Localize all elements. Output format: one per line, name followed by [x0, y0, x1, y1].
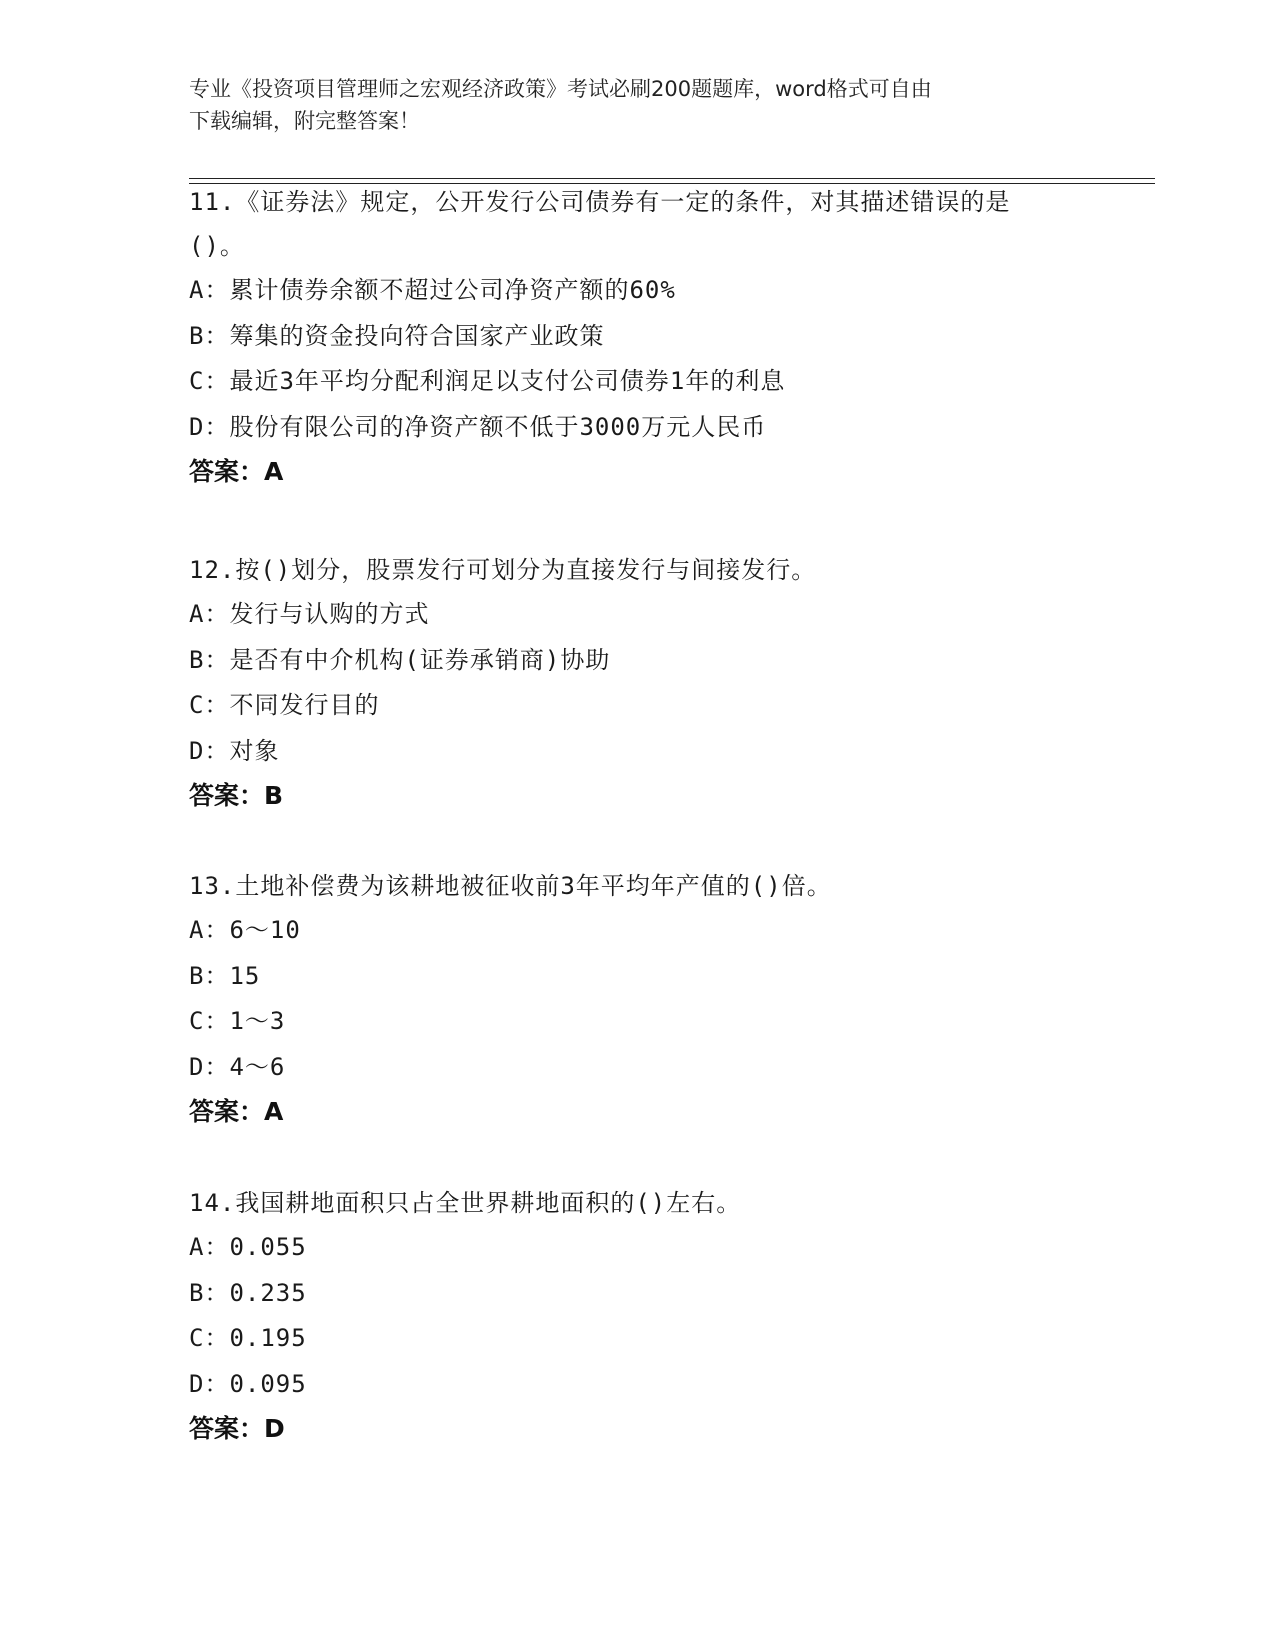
question-stem: 12.按()划分，股票发行可划分为直接发行与间接发行。 [189, 556, 817, 584]
option-a: A：发行与认购的方式 [189, 600, 430, 628]
option-d: D：股份有限公司的净资产额不低于3000万元人民币 [189, 412, 767, 441]
option-c: C：不同发行目的 [189, 691, 380, 719]
option-b: B：15 [189, 961, 261, 990]
answer-label: 答案：A [189, 1097, 284, 1126]
answer-label: 答案：D [189, 1414, 285, 1443]
option-a: A：6～10 [189, 916, 301, 944]
answer-label: 答案：A [189, 457, 284, 486]
question-14 [189, 1181, 1089, 1451]
option-c: C：1～3 [189, 1007, 286, 1035]
option-a: A：累计债券余额不超过公司净资产额的60% [189, 276, 676, 304]
question-12 [189, 548, 1089, 818]
header-line-1: 专业《投资项目管理师之宏观经济政策》考试必刷200题题库，word格式可自由 [189, 77, 932, 101]
question-11 [189, 180, 1089, 494]
option-b: B：筹集的资金投向符合国家产业政策 [189, 321, 605, 350]
question-stem: 13.土地补偿费为该耕地被征收前3年平均年产值的()倍。 [189, 872, 832, 900]
option-d: D：0.095 [189, 1369, 307, 1398]
question-stem: 14.我国耕地面积只占全世界耕地面积的()左右。 [189, 1189, 742, 1217]
question-stem: 11.《证券法》规定，公开发行公司债券有一定的条件，对其描述错误的是()。 [189, 188, 1011, 260]
option-d: D：对象 [189, 736, 280, 765]
document-header [189, 73, 1089, 137]
option-c: C：0.195 [189, 1324, 307, 1352]
header-divider-top [189, 178, 1155, 179]
option-b: B：是否有中介机构(证券承销商)协助 [189, 645, 611, 674]
option-c: C：最近3年平均分配利润足以支付公司债券1年的利息 [189, 367, 786, 395]
option-d: D：4～6 [189, 1052, 286, 1081]
question-13 [189, 864, 1089, 1134]
header-line-2: 下载编辑，附完整答案！ [189, 109, 420, 133]
option-a: A：0.055 [189, 1233, 307, 1261]
option-b: B：0.235 [189, 1278, 307, 1307]
answer-label: 答案：B [189, 781, 284, 810]
